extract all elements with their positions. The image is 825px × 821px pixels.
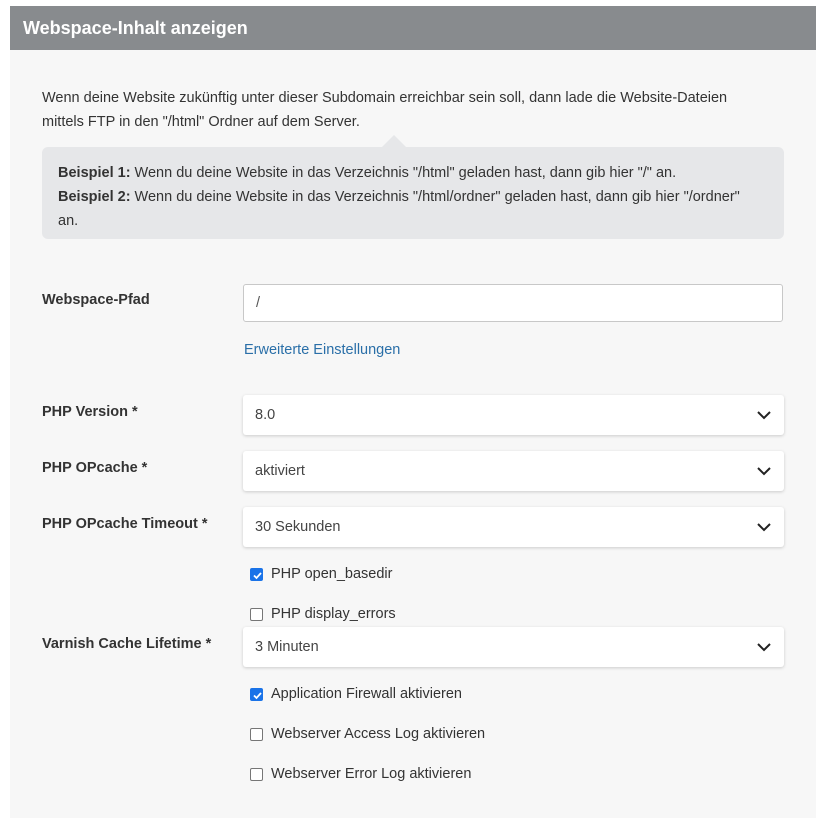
chevron-down-icon <box>756 639 772 655</box>
example-1 <box>58 161 768 185</box>
checkbox-unchecked[interactable] <box>250 768 263 781</box>
advanced-settings-link[interactable]: Erweiterte Einstellungen <box>244 342 401 358</box>
chevron-down-icon <box>756 407 772 423</box>
example-2-label: Beispiel 2: <box>58 189 131 205</box>
webspace-path-input[interactable] <box>243 284 783 322</box>
open-basedir-label: PHP open_basedir <box>271 566 393 582</box>
php-opcache-label: PHP OPcache * <box>42 460 148 476</box>
php-opcache-select[interactable] <box>243 451 784 491</box>
app-firewall-label: Application Firewall aktivieren <box>271 686 462 702</box>
checkbox-unchecked[interactable] <box>250 608 263 621</box>
example-2 <box>58 185 768 209</box>
php-version-value: 8.0 <box>255 407 276 423</box>
intro-line-1: Wenn deine Website zukünftig unter dieser Subdomain erreichbar sein soll, dann lade die Website-Dateien <box>42 90 728 106</box>
php-opcache-timeout-select[interactable] <box>243 507 784 547</box>
chevron-down-icon <box>756 519 772 535</box>
example-1-text: Wenn du deine Website in das Verzeichnis "/html" geladen hast, dann gib hier "/" an. <box>130 165 677 181</box>
checkbox-checked[interactable] <box>250 568 263 581</box>
open-basedir-checkbox[interactable] <box>250 564 392 584</box>
access-log-label: Webserver Access Log aktivieren <box>271 726 486 742</box>
example-2-cont: an. <box>58 213 79 229</box>
varnish-label: Varnish Cache Lifetime * <box>42 636 212 652</box>
check-icon <box>252 690 263 701</box>
chevron-down-icon <box>756 463 772 479</box>
example-box <box>42 147 784 239</box>
display-errors-checkbox[interactable] <box>250 604 396 624</box>
php-opcache-timeout-value: 30 Sekunden <box>255 519 341 535</box>
varnish-select[interactable] <box>243 627 784 667</box>
php-version-label: PHP Version * <box>42 404 138 420</box>
error-log-label: Webserver Error Log aktivieren <box>271 766 472 782</box>
webspace-path-label: Webspace-Pfad <box>42 292 150 308</box>
check-icon <box>252 570 263 581</box>
error-log-checkbox[interactable] <box>250 764 471 784</box>
example-2-text: Wenn du deine Website in das Verzeichnis "/html/ordner" geladen hast, dann gib hier "/ordner" <box>130 189 740 205</box>
intro-text <box>42 86 772 134</box>
intro-line-2: mittels FTP in den "/html" Ordner auf dem Server. <box>42 114 360 130</box>
example-1-label: Beispiel 1: <box>58 165 131 181</box>
php-opcache-value: aktiviert <box>255 463 305 479</box>
access-log-checkbox[interactable] <box>250 724 485 744</box>
app-firewall-checkbox[interactable] <box>250 684 462 704</box>
checkbox-checked[interactable] <box>250 688 263 701</box>
webspace-panel <box>10 6 816 818</box>
php-version-select[interactable] <box>243 395 784 435</box>
panel-title: Webspace-Inhalt anzeigen <box>10 6 816 50</box>
display-errors-label: PHP display_errors <box>271 606 396 622</box>
checkbox-unchecked[interactable] <box>250 728 263 741</box>
varnish-value: 3 Minuten <box>255 639 319 655</box>
php-opcache-timeout-label: PHP OPcache Timeout * <box>42 516 208 532</box>
